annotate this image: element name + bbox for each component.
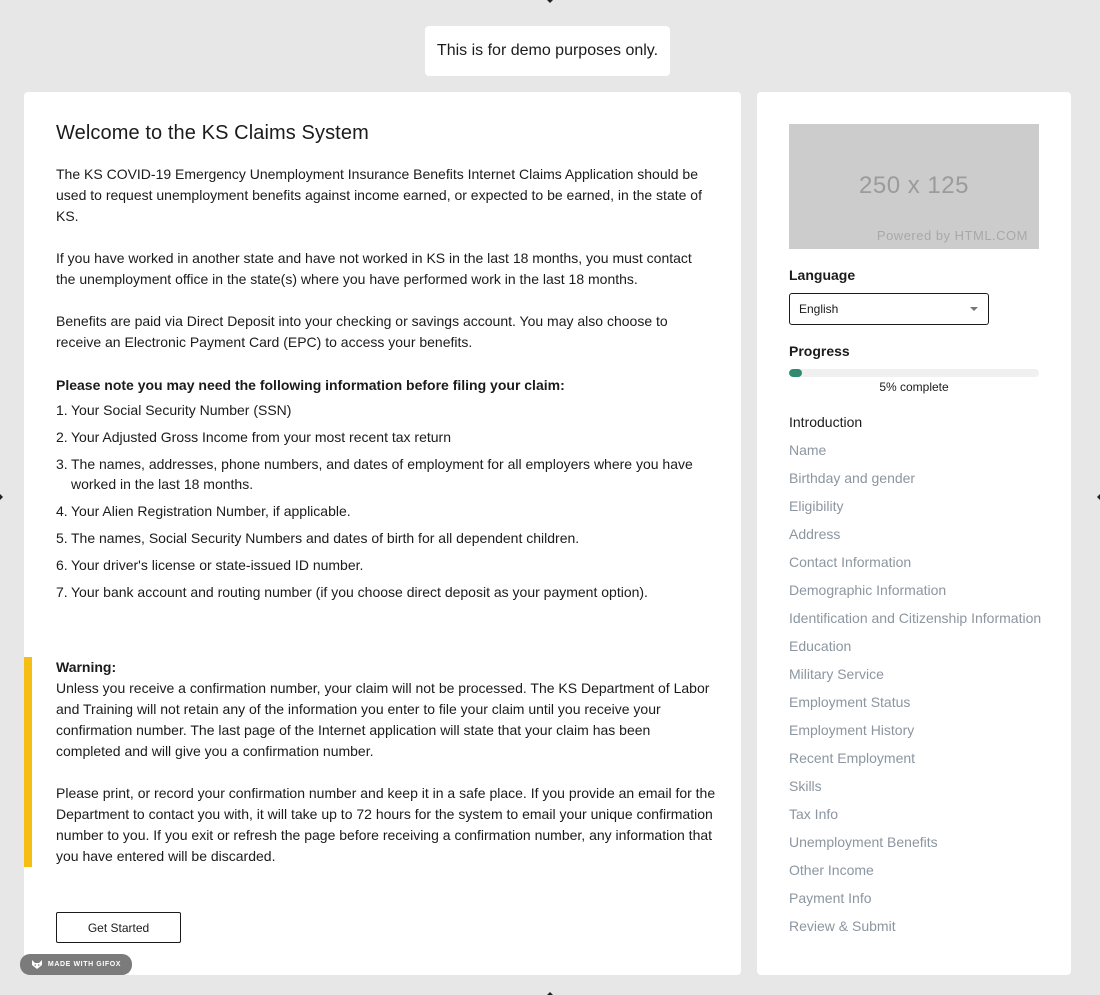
warning-paragraph-1: Unless you receive a confirmation number, your claim will not be processed. The KS Department of Labor and Training will not retain any of the information you enter to file your claim until you receive your confirmation number. The last page of the Internet application will state that your claim has been completed and will give you a confirmation number.	[56, 680, 710, 759]
step-item[interactable]: Payment Info	[789, 890, 872, 906]
list-item: 2. Your Adjusted Gross Income from your most recent tax return	[56, 429, 451, 445]
step-item[interactable]: Eligibility	[789, 498, 844, 514]
requirements-heading: Please note you may need the following information before filing your claim:	[56, 377, 565, 393]
language-label: Language	[789, 267, 856, 283]
intro-paragraph-1: The KS COVID-19 Emergency Unemployment Insurance Benefits Internet Claims Application should be used to request unemployment benefits against income earned, or expected to be earned, in the state of KS.	[56, 166, 702, 224]
placeholder-image	[789, 124, 1039, 249]
step-item[interactable]: Birthday and gender	[789, 470, 916, 486]
step-item[interactable]: Education	[789, 638, 852, 654]
main-panel	[24, 92, 741, 975]
fox-icon	[31, 959, 43, 970]
step-item[interactable]: Demographic Information	[789, 582, 947, 598]
list-item: 3. The names, addresses, phone numbers, and dates of employment for all employers where you have worked in the last 18 months.	[56, 456, 693, 492]
gifox-watermark	[20, 954, 132, 975]
get-started-button[interactable]: Get Started	[56, 912, 181, 943]
frame-marker-left	[0, 494, 3, 500]
progress-bar-fill	[789, 369, 802, 377]
page-title: Welcome to the KS Claims System	[56, 122, 369, 144]
placeholder-size-text: 250 x 125	[859, 172, 969, 199]
step-item[interactable]: Contact Information	[789, 554, 912, 570]
frame-marker-top	[547, 0, 553, 3]
progress-text: 5% complete	[879, 380, 949, 394]
step-item[interactable]: Employment History	[789, 722, 915, 738]
step-item[interactable]: Employment Status	[789, 694, 911, 710]
step-item[interactable]: Name	[789, 442, 827, 458]
language-select[interactable]	[789, 293, 989, 325]
step-item[interactable]: Skills	[789, 778, 822, 794]
step-item[interactable]: Other Income	[789, 862, 874, 878]
step-item[interactable]: Military Service	[789, 666, 884, 682]
warning-title: Warning:	[56, 659, 117, 675]
intro-paragraph-3: Benefits are paid via Direct Deposit into your checking or savings account. You may also choose to receive an Electronic Payment Card (EPC) to access your benefits.	[56, 313, 668, 350]
sidebar-panel	[757, 92, 1071, 975]
list-item: 4. Your Alien Registration Number, if applicable.	[56, 503, 351, 519]
language-selected-value: English	[799, 302, 839, 316]
step-item[interactable]: Review & Submit	[789, 918, 896, 934]
requirements-list	[56, 400, 711, 609]
warning-callout	[24, 657, 741, 867]
step-item[interactable]: Identification and Citizenship Information	[789, 610, 1042, 626]
intro-paragraph-2: If you have worked in another state and have not worked in KS in the last 18 months, you must contact the unemployment office in the state(s) where you have performed work in the last 18 months.	[56, 250, 692, 287]
list-item: 5. The names, Social Security Numbers and dates of birth for all dependent children.	[56, 530, 580, 546]
warning-paragraph-2: Please print, or record your confirmation number and keep it in a safe place. If you provide an email for the Department to contact you with, it will take up to 72 hours for the system to email your unique confirmation number to you. If you exit or refresh the page before receiving a confirmation number, any information that you have entered will be discarded.	[56, 785, 716, 864]
step-item[interactable]: Introduction	[789, 414, 863, 430]
list-item: 7. Your bank account and routing number (if you choose direct deposit as your payment option).	[56, 584, 648, 600]
watermark-text: MADE WITH GIFOX	[47, 961, 122, 968]
list-item: 6. Your driver's license or state-issued ID number.	[56, 557, 364, 573]
list-item: 1. Your Social Security Number (SSN)	[56, 402, 292, 418]
demo-banner: This is for demo purposes only.	[425, 26, 670, 76]
step-list	[789, 413, 1041, 945]
progress-label: Progress	[789, 343, 850, 359]
chevron-down-icon	[970, 307, 978, 311]
step-item[interactable]: Unemployment Benefits	[789, 834, 938, 850]
step-item[interactable]: Recent Employment	[789, 750, 916, 766]
progress-bar	[789, 369, 1039, 377]
step-item[interactable]: Address	[789, 526, 841, 542]
placeholder-credit-text: Powered by HTML.COM	[876, 228, 1028, 243]
step-item[interactable]: Tax Info	[789, 806, 839, 822]
